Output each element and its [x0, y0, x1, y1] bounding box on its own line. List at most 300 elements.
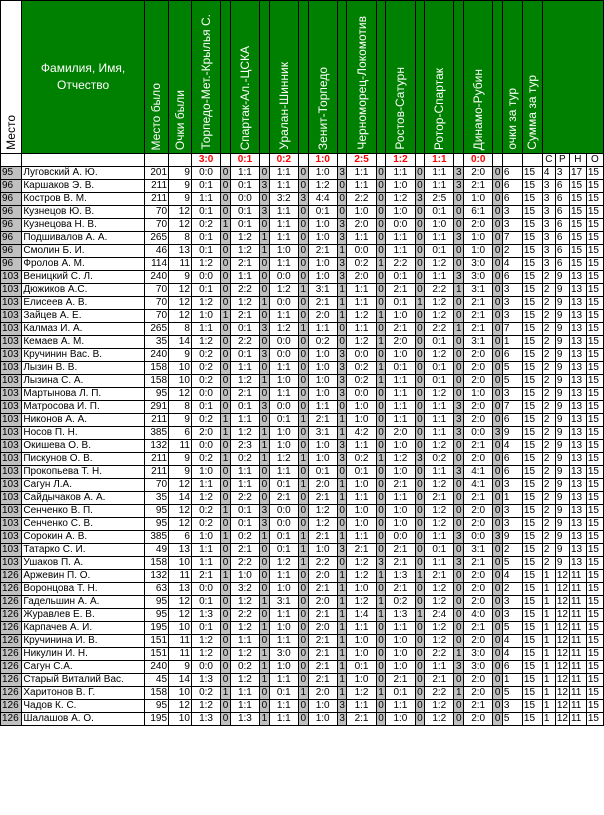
table-cell: 2: [542, 427, 555, 440]
table-cell: 14: [169, 492, 192, 505]
prediction-cell: 1:1: [191, 323, 220, 336]
prediction-cell: 0:1: [425, 245, 454, 258]
table-cell: 1: [542, 648, 555, 661]
table-row: [1, 427, 604, 440]
match-points-cell: 1: [298, 531, 308, 544]
match-points-cell: 0: [337, 180, 347, 193]
match-points-cell: 0: [221, 180, 231, 193]
table-cell: 9: [555, 440, 569, 453]
table-cell: 15: [522, 609, 542, 622]
prediction-cell: 1:0: [269, 245, 298, 258]
table-cell: 15: [586, 219, 603, 232]
prediction-cell: 2:1: [230, 388, 259, 401]
prediction-cell: 2:2: [425, 284, 454, 297]
prediction-cell: 1:1: [425, 401, 454, 414]
match-points-cell: 0: [415, 648, 425, 661]
name-cell: Дюжиков А.С.: [22, 284, 144, 297]
table-cell: 15: [586, 622, 603, 635]
table-cell: 12: [556, 661, 568, 672]
table-cell: 70: [144, 297, 168, 310]
prediction-cell: 1:0: [308, 453, 337, 466]
table-cell: 8: [169, 232, 192, 245]
prediction-cell: 2:0: [464, 635, 493, 648]
table-row: [1, 687, 604, 700]
table-cell: 1: [542, 700, 555, 713]
match-points-cell: 0: [260, 635, 270, 648]
prediction-cell: 0:2: [191, 375, 220, 388]
table-cell: 15: [522, 310, 542, 323]
table-cell: 70: [144, 310, 168, 323]
match-points-cell: 0: [493, 518, 503, 531]
table-cell: 5: [502, 557, 522, 570]
table-cell: 132: [144, 440, 168, 453]
prediction-cell: 1:3: [386, 570, 415, 583]
match-points-cell: 0: [415, 661, 425, 674]
match-points-cell: 0: [415, 271, 425, 284]
prediction-cell: 1:1: [269, 362, 298, 375]
prediction-cell: 1:2: [191, 700, 220, 713]
table-cell: 2: [542, 401, 555, 414]
prediction-cell: 1:0: [386, 206, 415, 219]
match-points-cell: 0: [454, 440, 464, 453]
table-cell: 12: [556, 596, 568, 607]
prediction-cell: 0:0: [269, 518, 298, 531]
table-cell: 11: [569, 648, 586, 661]
match-points-cell: 0: [376, 466, 386, 479]
table-cell: 2: [542, 310, 555, 323]
table-cell: 14: [169, 674, 192, 687]
result-7: 1:1: [425, 154, 454, 167]
match-points-cell: 0: [298, 401, 308, 414]
prediction-cell: 1:0: [308, 271, 337, 284]
prediction-cell: 1:1: [425, 661, 454, 674]
match-points-cell: 1: [260, 297, 270, 310]
prediction-cell: 0:2: [191, 505, 220, 518]
match-points-cell: 1: [221, 687, 231, 700]
name-cell: Шалашов А. О.: [22, 713, 144, 726]
place-cell: 103: [1, 362, 22, 375]
name-cell: Каршаков Э. В.: [22, 180, 144, 193]
prediction-cell: 2:2: [386, 258, 415, 271]
match-points-cell: 1: [260, 245, 270, 258]
match-points-cell: 0: [415, 622, 425, 635]
table-cell: 158: [144, 375, 168, 388]
match-points-cell: 3: [337, 258, 347, 271]
table-cell: 12: [556, 713, 568, 724]
match-points-cell: 0: [454, 570, 464, 583]
match-points-cell: 0: [260, 492, 270, 505]
prediction-cell: 0:0: [269, 271, 298, 284]
match-points-cell: 0: [376, 414, 386, 427]
table-cell: 15: [522, 180, 542, 193]
table-cell: 1: [542, 674, 555, 687]
match-points-cell: 1: [298, 284, 308, 297]
prediction-cell: 1:2: [425, 349, 454, 362]
match-points-cell: 1: [260, 596, 270, 609]
table-cell: 13: [569, 362, 586, 375]
table-cell: 15: [586, 349, 603, 362]
table-cell: 9: [555, 284, 569, 297]
table-cell: 158: [144, 362, 168, 375]
prediction-cell: 2:0: [386, 427, 415, 440]
prediction-cell: 0:1: [191, 245, 220, 258]
prediction-cell: 2:0: [464, 570, 493, 583]
prediction-cell: 2:2: [230, 492, 259, 505]
name-cell: Фролов А. М.: [22, 258, 144, 271]
prediction-cell: 1:2: [386, 453, 415, 466]
table-cell: 13: [569, 492, 586, 505]
prediction-cell: 0:1: [269, 531, 298, 544]
result-6: 1:2: [386, 154, 415, 167]
prediction-cell: 0:0: [191, 167, 220, 180]
table-cell: 12: [169, 206, 192, 219]
prediction-cell: 1:2: [425, 518, 454, 531]
match-points-cell: 0: [493, 583, 503, 596]
table-row: [1, 323, 604, 336]
name-cell: Калмаз И. А.: [22, 323, 144, 336]
prediction-cell: 1:2: [425, 583, 454, 596]
match-points-cell: 0: [221, 440, 231, 453]
match-points-cell: 3: [337, 362, 347, 375]
match-points-cell: 0: [376, 401, 386, 414]
table-cell: 10: [169, 713, 192, 726]
prediction-cell: 0:0: [347, 245, 376, 258]
place-cell: 96: [1, 180, 22, 193]
match-points-cell: 3: [337, 440, 347, 453]
prediction-cell: 2:1: [191, 570, 220, 583]
match-points-cell: 0: [415, 323, 425, 336]
match-points-cell: 0: [221, 167, 231, 180]
prediction-cell: 2:0: [464, 518, 493, 531]
prediction-cell: 1:1: [269, 206, 298, 219]
table-cell: 2: [542, 518, 555, 531]
prediction-cell: 1:1: [347, 492, 376, 505]
match-points-cell: 0: [298, 375, 308, 388]
match-points-cell: 0: [493, 336, 503, 349]
match-points-cell: 0: [298, 427, 308, 440]
prediction-cell: 0:1: [191, 284, 220, 297]
prediction-cell: 1:2: [425, 440, 454, 453]
prediction-cell: 0:1: [230, 219, 259, 232]
match-points-cell: 0: [298, 219, 308, 232]
prediction-cell: 1:1: [269, 713, 298, 726]
prediction-cell: 0:2: [347, 453, 376, 466]
table-cell: 15: [522, 375, 542, 388]
table-cell: 11: [169, 648, 192, 661]
table-cell: 15: [522, 466, 542, 479]
prediction-cell: 1:0: [347, 206, 376, 219]
prediction-cell: 0:0: [464, 427, 493, 440]
header-stats-blank: [542, 1, 603, 154]
prediction-cell: 1:2: [269, 557, 298, 570]
match-points-cell: 0: [493, 362, 503, 375]
match-points-cell: 0: [493, 492, 503, 505]
prediction-cell: 0:1: [269, 414, 298, 427]
table-cell: 95: [144, 518, 168, 531]
prediction-cell: 2:1: [308, 583, 337, 596]
prediction-cell: 1:1: [230, 362, 259, 375]
table-cell: 9: [555, 349, 569, 362]
table-cell: 15: [586, 440, 603, 453]
table-cell: 12: [169, 284, 192, 297]
match-points-cell: 1: [337, 245, 347, 258]
prediction-cell: 2:0: [308, 479, 337, 492]
prediction-cell: 0:0: [191, 388, 220, 401]
prediction-cell: 1:2: [308, 180, 337, 193]
match-points-cell: 0: [454, 518, 464, 531]
table-cell: 11: [569, 661, 586, 674]
match-points-cell: 0: [337, 336, 347, 349]
table-cell: 2: [542, 388, 555, 401]
prediction-cell: 1:1: [269, 466, 298, 479]
table-cell: 15: [586, 245, 603, 258]
table-row: [1, 297, 604, 310]
match-points-cell: 0: [415, 284, 425, 297]
match-points-cell: 0: [454, 713, 464, 726]
match-points-cell: 0: [221, 193, 231, 206]
match-points-cell: 0: [376, 297, 386, 310]
match-points-cell: 0: [221, 583, 231, 596]
match-points-cell: 0: [493, 284, 503, 297]
table-cell: 2: [542, 284, 555, 297]
table-cell: 13: [569, 323, 586, 336]
table-cell: 9: [555, 518, 569, 531]
table-cell: 14: [169, 336, 192, 349]
match-points-cell: 0: [415, 401, 425, 414]
table-cell: 9: [555, 453, 569, 466]
match-points-cell: 0: [493, 544, 503, 557]
match-points-cell: 0: [415, 427, 425, 440]
prediction-cell: 0:1: [230, 518, 259, 531]
match-points-cell: 0: [298, 622, 308, 635]
table-cell: 2: [542, 375, 555, 388]
table-cell: 2: [542, 414, 555, 427]
table-cell: 15: [522, 583, 542, 596]
match-points-cell: 0: [415, 219, 425, 232]
table-row: [1, 518, 604, 531]
match-points-cell: 0: [415, 544, 425, 557]
prediction-cell: 0:1: [230, 505, 259, 518]
match-points-cell: 1: [221, 531, 231, 544]
table-cell: 2: [542, 544, 555, 557]
prediction-cell: 0:1: [191, 596, 220, 609]
prediction-cell: 0:1: [386, 362, 415, 375]
prediction-cell: 1:0: [191, 531, 220, 544]
match-points-cell: 0: [298, 336, 308, 349]
table-cell: 15: [586, 648, 603, 661]
match-points-cell: 0: [493, 440, 503, 453]
prediction-cell: 0:1: [191, 401, 220, 414]
prediction-cell: 1:1: [230, 414, 259, 427]
prediction-cell: 1:3: [191, 713, 220, 726]
table-cell: 15: [586, 375, 603, 388]
prediction-cell: 1:3: [386, 609, 415, 622]
prediction-cell: 1:1: [386, 700, 415, 713]
match-points-cell: 0: [298, 180, 308, 193]
match-points-cell: 1: [221, 505, 231, 518]
table-cell: 15: [586, 466, 603, 479]
table-cell: 10: [169, 557, 192, 570]
prediction-cell: 0:1: [425, 336, 454, 349]
prediction-cell: 4:1: [464, 466, 493, 479]
match-points-cell: 0: [493, 258, 503, 271]
match-points-cell: 0: [376, 635, 386, 648]
table-cell: 15: [586, 323, 603, 336]
match-points-cell: 3: [337, 271, 347, 284]
prediction-cell: 0:1: [191, 206, 220, 219]
prediction-cell: 1:2: [230, 648, 259, 661]
prediction-cell: 0:1: [230, 401, 259, 414]
table-cell: 240: [144, 349, 168, 362]
table-cell: 240: [144, 661, 168, 674]
table-cell: 211: [144, 193, 168, 206]
name-cell: Чадов К. С.: [22, 700, 144, 713]
match-points-cell: 0: [260, 479, 270, 492]
match-points-cell: 3: [454, 271, 464, 284]
match-points-cell: 0: [221, 557, 231, 570]
match-points-cell: 0: [337, 518, 347, 531]
table-row: [1, 440, 604, 453]
table-cell: 5: [502, 362, 522, 375]
table-cell: 15: [586, 596, 603, 609]
table-cell: 15: [522, 388, 542, 401]
table-cell: 15: [522, 453, 542, 466]
table-row: [1, 505, 604, 518]
table-cell: 11: [569, 583, 586, 596]
table-cell: 15: [522, 284, 542, 297]
place-cell: 103: [1, 531, 22, 544]
match-points-cell: 0: [298, 505, 308, 518]
match-points-cell: 1: [415, 570, 425, 583]
result-3: 0:2: [269, 154, 298, 167]
match-points-cell: 0: [454, 258, 464, 271]
place-cell: 103: [1, 349, 22, 362]
prediction-cell: 2:0: [308, 310, 337, 323]
prediction-cell: 0:0: [269, 336, 298, 349]
match-points-cell: 3: [337, 388, 347, 401]
name-cell: Никонов А. А.: [22, 414, 144, 427]
match-points-cell: 0: [298, 492, 308, 505]
table-cell: 3: [502, 596, 522, 609]
prediction-cell: 1:0: [269, 375, 298, 388]
table-row: [1, 453, 604, 466]
table-cell: 15: [586, 531, 603, 544]
table-cell: 6: [555, 219, 569, 232]
match-points-cell: 0: [337, 323, 347, 336]
match-points-cell: 0: [493, 206, 503, 219]
prediction-cell: 1:1: [269, 570, 298, 583]
place-cell: 126: [1, 596, 22, 609]
table-cell: 15: [522, 167, 542, 180]
match-points-cell: 0: [415, 336, 425, 349]
match-points-cell: 1: [260, 375, 270, 388]
match-points-cell: 0: [298, 167, 308, 180]
prediction-cell: 1:3: [191, 609, 220, 622]
match-points-cell: 0: [376, 505, 386, 518]
table-cell: 15: [522, 414, 542, 427]
prediction-cell: 0:2: [191, 414, 220, 427]
table-row: [1, 570, 604, 583]
prediction-cell: 2:1: [308, 492, 337, 505]
match-points-cell: 3: [454, 466, 464, 479]
prediction-cell: 2:0: [464, 453, 493, 466]
table-cell: 5: [502, 713, 522, 726]
match-points-cell: 0: [376, 180, 386, 193]
table-cell: 12: [556, 635, 568, 646]
table-row: [1, 193, 604, 206]
prediction-cell: 1:1: [386, 401, 415, 414]
match-points-cell: 0: [376, 388, 386, 401]
table-cell: 13: [569, 479, 586, 492]
match-points-cell: 0: [454, 596, 464, 609]
prediction-cell: 2:0: [386, 336, 415, 349]
table-cell: 9: [169, 180, 192, 193]
prediction-cell: 1:1: [425, 414, 454, 427]
table-cell: 13: [569, 557, 586, 570]
table-cell: 2: [542, 297, 555, 310]
prediction-cell: 2:0: [464, 167, 493, 180]
match-points-cell: 1: [454, 323, 464, 336]
table-cell: 15: [522, 206, 542, 219]
match-points-cell: 0: [454, 375, 464, 388]
prediction-cell: 1:0: [386, 661, 415, 674]
prediction-cell: 2:1: [464, 557, 493, 570]
prediction-cell: 1:0: [347, 583, 376, 596]
place-cell: 103: [1, 401, 22, 414]
prediction-cell: 1:2: [425, 635, 454, 648]
prediction-cell: 1:0: [347, 479, 376, 492]
table-cell: 13: [569, 466, 586, 479]
match-points-cell: 0: [415, 180, 425, 193]
table-row: [1, 674, 604, 687]
prediction-cell: 2:1: [386, 479, 415, 492]
table-cell: 95: [144, 596, 168, 609]
prediction-cell: 2:2: [347, 193, 376, 206]
name-cell: Носов П. Н.: [22, 427, 144, 440]
match-points-cell: 0: [493, 479, 503, 492]
prediction-cell: 2:2: [230, 284, 259, 297]
prediction-cell: 1:2: [191, 635, 220, 648]
match-points-cell: 0: [454, 492, 464, 505]
match-points-cell: 0: [337, 401, 347, 414]
match-points-cell: 0: [415, 700, 425, 713]
prediction-cell: 1:0: [386, 635, 415, 648]
table-cell: 11: [569, 700, 586, 713]
table-cell: 9: [555, 479, 569, 492]
table-cell: 15: [586, 661, 603, 674]
match-points-cell: 0: [493, 661, 503, 674]
table-cell: 3: [542, 206, 555, 219]
prediction-cell: 4:4: [308, 193, 337, 206]
match-points-cell: 0: [493, 219, 503, 232]
match-points-cell: 0: [493, 401, 503, 414]
prediction-cell: 3:0: [464, 258, 493, 271]
match-points-cell: 1: [260, 661, 270, 674]
table-cell: 6: [502, 466, 522, 479]
table-cell: 9: [555, 544, 569, 557]
table-cell: 13: [169, 544, 192, 557]
match-points-cell: 0: [221, 297, 231, 310]
table-cell: 95: [144, 700, 168, 713]
table-cell: 114: [144, 258, 168, 271]
table-cell: 6: [502, 180, 522, 193]
match-points-cell: 0: [221, 258, 231, 271]
match-points-cell: 0: [376, 531, 386, 544]
place-cell: 126: [1, 700, 22, 713]
prediction-cell: 2:1: [308, 297, 337, 310]
place-cell: 103: [1, 518, 22, 531]
prediction-cell: 2:1: [347, 544, 376, 557]
